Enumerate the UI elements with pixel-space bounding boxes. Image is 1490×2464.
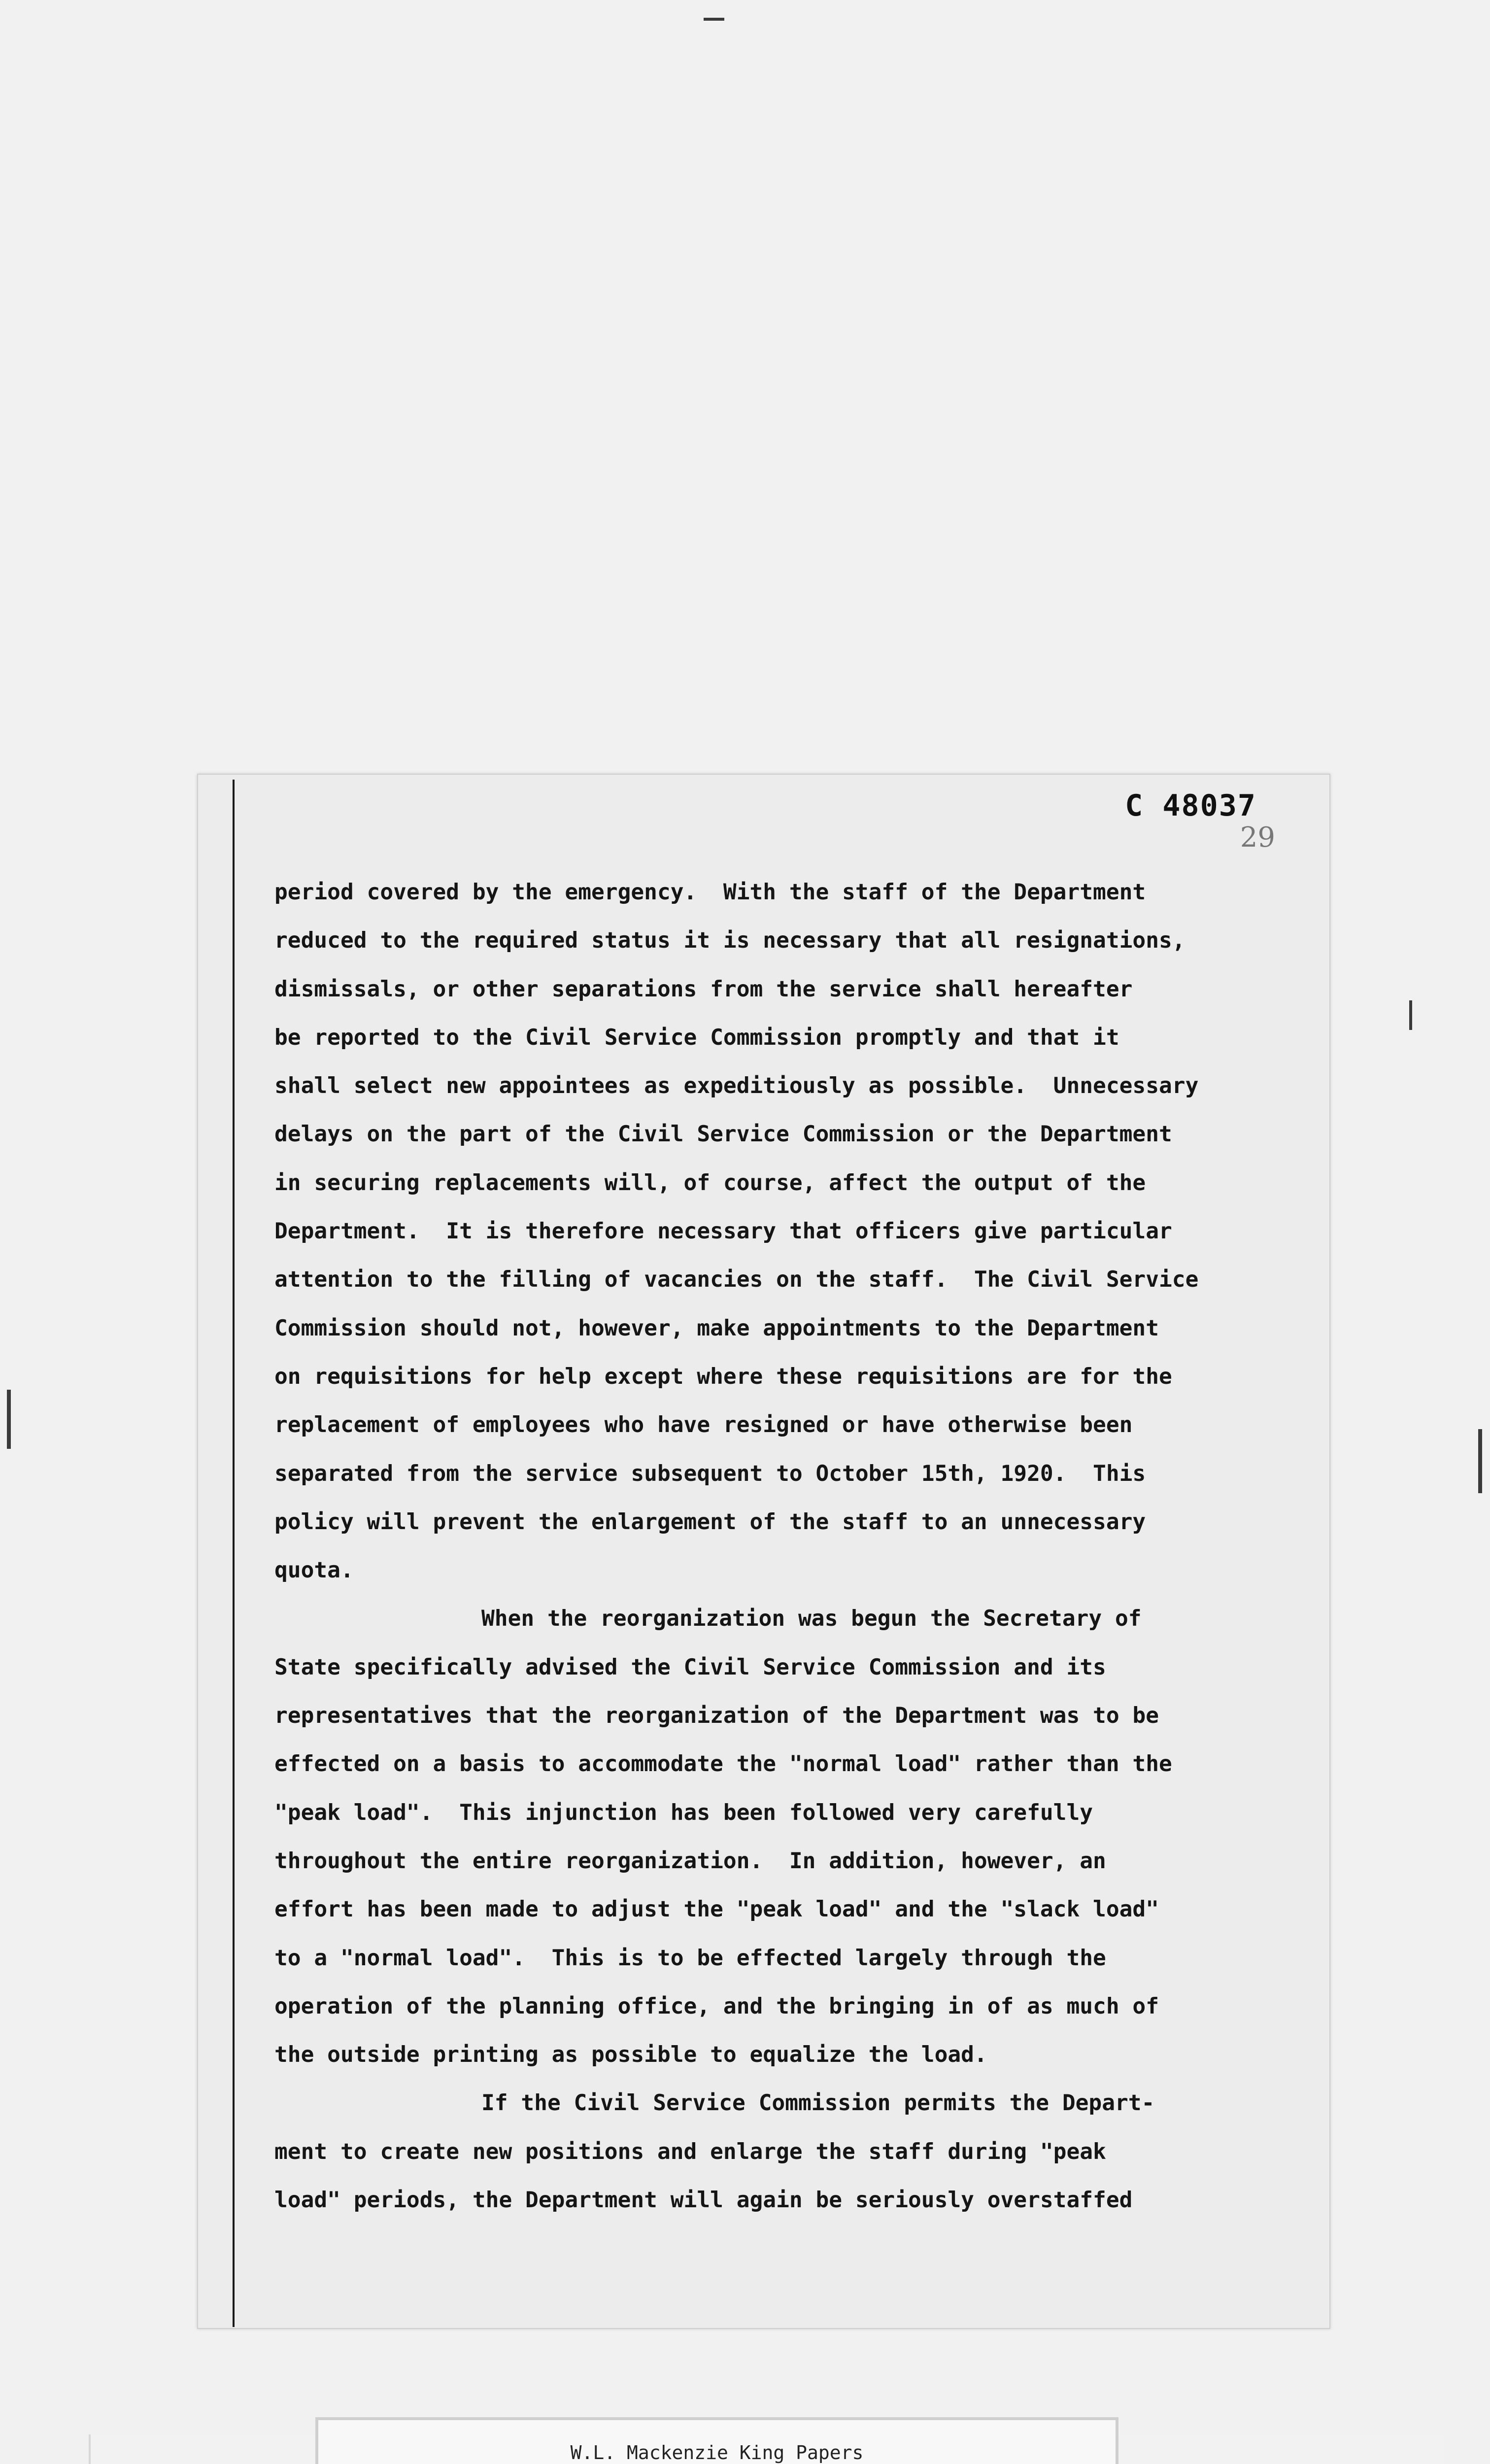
text-line: throughout the entire reorganization. In addition, however, an <box>274 1848 1106 1874</box>
collection-label <box>315 2417 1118 2464</box>
text-line: Department. It is therefore necessary that officers give particular <box>274 1219 1172 1244</box>
text-line: be reported to the Civil Service Commission promptly and that it <box>274 1025 1119 1050</box>
document-page <box>197 774 1330 2329</box>
top-mark <box>704 18 724 21</box>
text-line: period covered by the emergency. With the staff of the Department <box>274 880 1146 905</box>
paragraph-1 <box>274 868 1309 1595</box>
text-line: If the Civil Service Commission permits the Depart- <box>481 2090 1155 2116</box>
text-line: reduced to the required status it is necessary that all resignations, <box>274 928 1185 954</box>
paragraph-3 <box>274 2079 1309 2224</box>
text-line: Commission should not, however, make appointments to the Department <box>274 1315 1159 1341</box>
text-line: State specifically advised the Civil Service Commission and its <box>274 1654 1106 1680</box>
text-line: policy will prevent the enlargement of the staff to an unnecessary <box>274 1509 1146 1535</box>
text-line: attention to the filling of vacancies on the staff. The Civil Service <box>274 1267 1199 1293</box>
text-line: shall select new appointees as expeditiously as possible. Unnecessary <box>274 1073 1199 1099</box>
page-margin-rule <box>233 780 235 2327</box>
collection-name: W.L. Mackenzie King Papers <box>570 2442 864 2464</box>
text-line: effort has been made to adjust the "peak load" and the "slack load" <box>274 1897 1159 1922</box>
text-line: on requisitions for help except where these requisitions are for the <box>274 1364 1172 1389</box>
text-line: operation of the planning office, and the bringing in of as much of <box>274 1993 1159 2019</box>
text-line: dismissals, or other separations from the service shall hereafter <box>274 976 1133 1002</box>
paragraph-2 <box>274 1595 1309 2079</box>
left-edge-mark <box>7 1390 11 1449</box>
right-edge-mark <box>1409 1000 1412 1030</box>
text-line: to a "normal load". This is to be effected largely through the <box>274 1945 1106 1971</box>
text-line: "peak load". This injunction has been followed very carefully <box>274 1800 1093 1825</box>
text-line: replacement of employees who have resigned or have otherwise been <box>274 1412 1133 1438</box>
text-line: separated from the service subsequent to October 15th, 1920. This <box>274 1461 1146 1486</box>
text-line: representatives that the reorganization of the Department was to be <box>274 1703 1159 1729</box>
text-line: load" periods, the Department will again be seriously overstaffed <box>274 2188 1133 2213</box>
text-line: the outside printing as possible to equalize the load. <box>274 2042 987 2068</box>
memo-body <box>274 868 1309 2224</box>
text-line: quota. <box>274 1558 354 1583</box>
document-id: C 48037 <box>1125 788 1256 823</box>
text-line: effected on a basis to accommodate the "normal load" rather than the <box>274 1751 1172 1777</box>
folio-number: 29 <box>1240 821 1275 854</box>
text-line: delays on the part of the Civil Service Commission or the Department <box>274 1122 1172 1147</box>
text-line: When the reorganization was begun the Secretary of <box>481 1606 1142 1632</box>
right-edge-mark-2 <box>1478 1429 1482 1493</box>
text-line: in securing replacements will, of course, affect the output of the <box>274 1170 1146 1196</box>
text-line: ment to create new positions and enlarge the staff during "peak <box>274 2139 1106 2164</box>
